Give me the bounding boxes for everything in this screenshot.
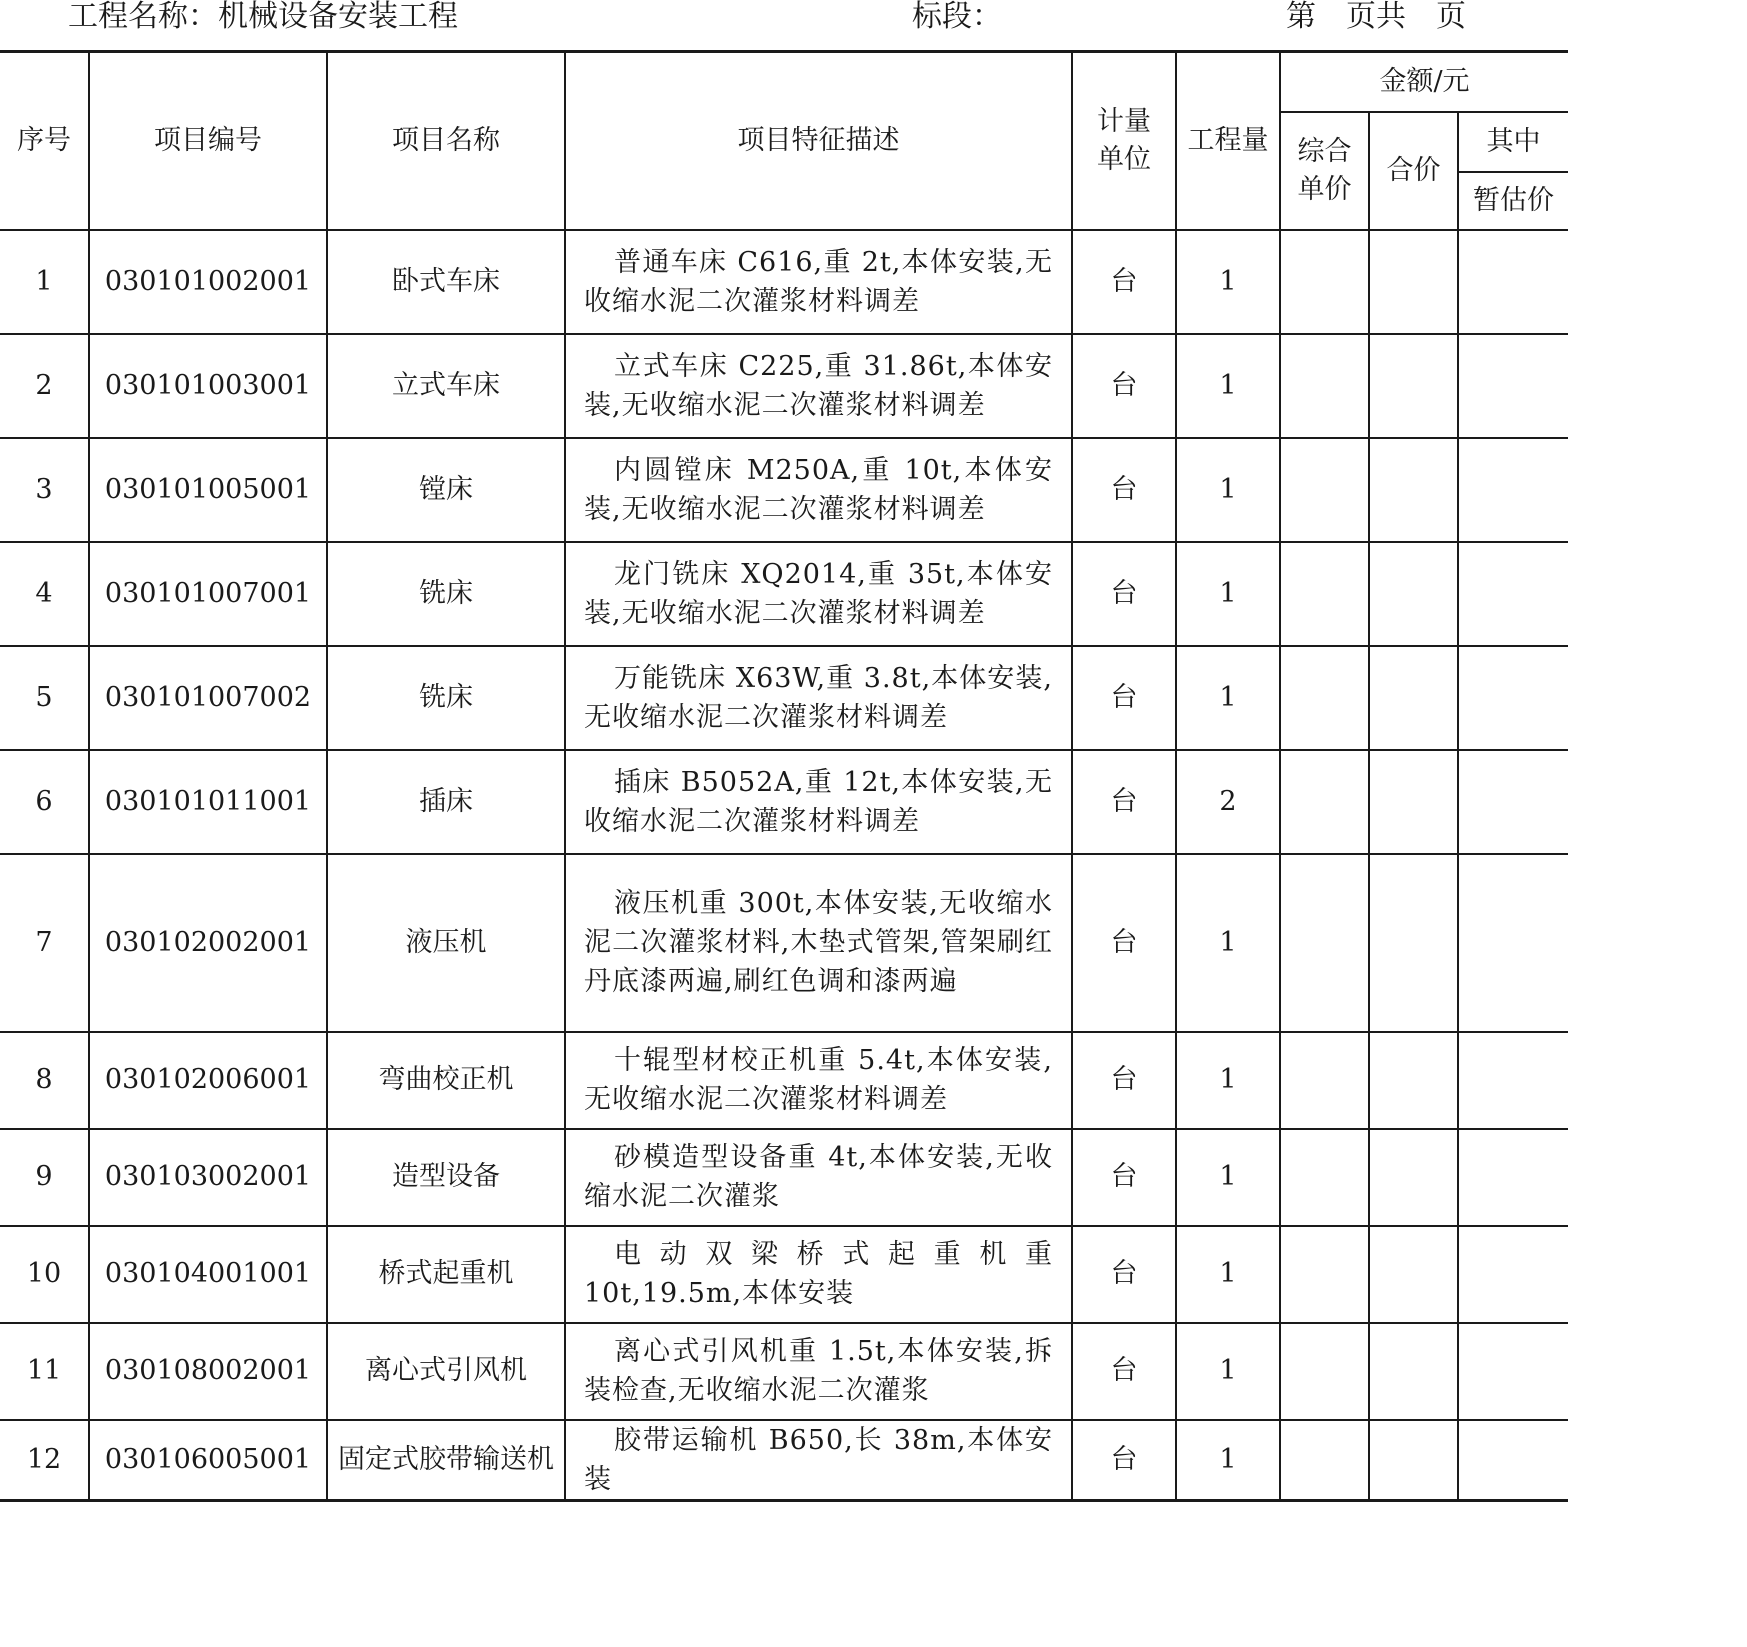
- row-total-price: [1369, 1226, 1458, 1323]
- description-text: 内圆镗床 M250A,重 10t,本体安装,无收缩水泥二次灌浆材料调差: [584, 454, 1053, 525]
- bill-of-quantities-table: [0, 50, 1568, 1502]
- table-row: [0, 438, 1568, 542]
- row-unit: 台: [1072, 334, 1176, 438]
- description-text: 万能铣床 X63W,重 3.8t,本体安装,无收缩水泥二次灌浆材料调差: [584, 662, 1053, 733]
- description-text: 立式车床 C225,重 31.86t,本体安装,无收缩水泥二次灌浆材料调差: [584, 350, 1053, 421]
- table-row: [0, 230, 1568, 334]
- row-provisional: [1458, 542, 1568, 646]
- col-header-code: 项目编号: [89, 52, 327, 230]
- row-quantity: 1: [1176, 1323, 1280, 1420]
- row-seq: 1: [0, 230, 89, 334]
- col-header-seq: 序号: [0, 52, 89, 230]
- row-total-price: [1369, 542, 1458, 646]
- col-header-name: 项目名称: [327, 52, 565, 230]
- row-total-price: [1369, 1129, 1458, 1226]
- row-description: [565, 438, 1072, 542]
- row-total-price: [1369, 438, 1458, 542]
- row-provisional: [1458, 750, 1568, 854]
- row-total-price: [1369, 334, 1458, 438]
- row-total-price: [1369, 854, 1458, 1032]
- table-row: [0, 646, 1568, 750]
- row-provisional: [1458, 1226, 1568, 1323]
- row-unit-price: [1280, 1226, 1369, 1323]
- description-text: 胶带运输机 B650,长 38m,本体安装: [584, 1424, 1053, 1495]
- row-provisional: [1458, 646, 1568, 750]
- project-name-label: 工程名称：机械设备安装工程: [68, 0, 458, 34]
- row-description: [565, 1226, 1072, 1323]
- row-unit-price: [1280, 854, 1369, 1032]
- row-name: 弯曲校正机: [327, 1032, 565, 1129]
- row-description: [565, 750, 1072, 854]
- table-row: [0, 750, 1568, 854]
- row-provisional: [1458, 1323, 1568, 1420]
- row-total-price: [1369, 646, 1458, 750]
- table-row: [0, 1420, 1568, 1501]
- row-unit-price: [1280, 542, 1369, 646]
- row-name: 镗床: [327, 438, 565, 542]
- row-name: 液压机: [327, 854, 565, 1032]
- row-description: [565, 1032, 1072, 1129]
- row-unit-price: [1280, 1420, 1369, 1501]
- row-description: [565, 854, 1072, 1032]
- table-row: [0, 854, 1568, 1032]
- row-unit-price: [1280, 750, 1369, 854]
- row-name: 插床: [327, 750, 565, 854]
- table-body: [0, 230, 1568, 1501]
- row-seq: 9: [0, 1129, 89, 1226]
- description-text: 砂模造型设备重 4t,本体安装,无收缩水泥二次灌浆: [584, 1142, 1053, 1212]
- row-unit: 台: [1072, 750, 1176, 854]
- col-header-of-which: 其中: [1458, 112, 1568, 172]
- row-code: 030101003001: [89, 334, 327, 438]
- table-row: [0, 334, 1568, 438]
- row-code: 030101007002: [89, 646, 327, 750]
- description-text: 电动双梁桥式起重机重 10t,19.5m,本体安装: [584, 1239, 1053, 1309]
- description-text: 离心式引风机重 1.5t,本体安装,拆装检查,无收缩水泥二次灌浆: [584, 1336, 1053, 1406]
- row-code: 030106005001: [89, 1420, 327, 1501]
- row-provisional: [1458, 230, 1568, 334]
- row-unit-price: [1280, 646, 1369, 750]
- row-seq: 8: [0, 1032, 89, 1129]
- row-total-price: [1369, 230, 1458, 334]
- col-header-quantity: 工程量: [1176, 52, 1280, 230]
- sheet-header: [0, 0, 1568, 50]
- row-seq: 6: [0, 750, 89, 854]
- description-text: 液压机重 300t,本体安装,无收缩水泥二次灌浆材料,木垫式管架,管架刷红丹底漆两遍,刷红色调和漆两遍: [584, 888, 1053, 997]
- row-unit: 台: [1072, 230, 1176, 334]
- row-code: 030102002001: [89, 854, 327, 1032]
- row-unit: 台: [1072, 1323, 1176, 1420]
- row-provisional: [1458, 1129, 1568, 1226]
- row-code: 030101007001: [89, 542, 327, 646]
- row-description: [565, 1323, 1072, 1420]
- table-row: [0, 1323, 1568, 1420]
- row-unit: 台: [1072, 542, 1176, 646]
- col-header-total-price: 合价: [1369, 112, 1458, 230]
- row-unit: 台: [1072, 1129, 1176, 1226]
- row-total-price: [1369, 750, 1458, 854]
- col-header-description: 项目特征描述: [565, 52, 1072, 230]
- row-unit-price: [1280, 438, 1369, 542]
- row-name: 卧式车床: [327, 230, 565, 334]
- row-unit: 台: [1072, 1420, 1176, 1501]
- row-description: [565, 542, 1072, 646]
- row-quantity: 1: [1176, 334, 1280, 438]
- col-header-unit-price: 综合单价: [1280, 112, 1369, 230]
- row-code: 030104001001: [89, 1226, 327, 1323]
- row-name: 立式车床: [327, 334, 565, 438]
- row-total-price: [1369, 1323, 1458, 1420]
- row-quantity: 1: [1176, 1032, 1280, 1129]
- row-seq: 3: [0, 438, 89, 542]
- table-row: [0, 1032, 1568, 1129]
- row-quantity: 1: [1176, 438, 1280, 542]
- row-description: [565, 334, 1072, 438]
- row-quantity: 1: [1176, 646, 1280, 750]
- col-header-unit: 计量单位: [1072, 52, 1176, 230]
- row-description: [565, 1129, 1072, 1226]
- row-quantity: 1: [1176, 230, 1280, 334]
- row-seq: 2: [0, 334, 89, 438]
- col-header-provisional: 暂估价: [1458, 172, 1568, 230]
- row-code: 030101002001: [89, 230, 327, 334]
- row-name: 造型设备: [327, 1129, 565, 1226]
- row-description: [565, 1420, 1072, 1501]
- row-quantity: 1: [1176, 1420, 1280, 1501]
- row-quantity: 2: [1176, 750, 1280, 854]
- row-unit: 台: [1072, 854, 1176, 1032]
- row-unit: 台: [1072, 438, 1176, 542]
- row-unit-price: [1280, 1129, 1369, 1226]
- row-total-price: [1369, 1420, 1458, 1501]
- row-unit: 台: [1072, 646, 1176, 750]
- row-description: [565, 646, 1072, 750]
- row-name: 铣床: [327, 646, 565, 750]
- description-text: 龙门铣床 XQ2014,重 35t,本体安装,无收缩水泥二次灌浆材料调差: [584, 558, 1053, 629]
- page-number-label: 第 页共 页: [1286, 0, 1466, 34]
- row-code: 030102006001: [89, 1032, 327, 1129]
- row-code: 030101011001: [89, 750, 327, 854]
- row-unit-price: [1280, 334, 1369, 438]
- row-total-price: [1369, 1032, 1458, 1129]
- row-name: 离心式引风机: [327, 1323, 565, 1420]
- row-seq: 11: [0, 1323, 89, 1420]
- description-text: 普通车床 C616,重 2t,本体安装,无收缩水泥二次灌浆材料调差: [584, 246, 1053, 317]
- table-row: [0, 1129, 1568, 1226]
- row-unit: 台: [1072, 1032, 1176, 1129]
- row-seq: 12: [0, 1420, 89, 1501]
- table-row: [0, 1226, 1568, 1323]
- row-name: 桥式起重机: [327, 1226, 565, 1323]
- row-name: 铣床: [327, 542, 565, 646]
- row-code: 030101005001: [89, 438, 327, 542]
- row-provisional: [1458, 1420, 1568, 1501]
- row-seq: 5: [0, 646, 89, 750]
- row-provisional: [1458, 334, 1568, 438]
- row-quantity: 1: [1176, 854, 1280, 1032]
- row-unit: 台: [1072, 1226, 1176, 1323]
- row-name: 固定式胶带输送机: [327, 1420, 565, 1501]
- row-seq: 7: [0, 854, 89, 1032]
- row-provisional: [1458, 1032, 1568, 1129]
- row-unit-price: [1280, 230, 1369, 334]
- row-unit-price: [1280, 1323, 1369, 1420]
- row-description: [565, 230, 1072, 334]
- row-code: 030103002001: [89, 1129, 327, 1226]
- row-provisional: [1458, 438, 1568, 542]
- description-text: 插床 B5052A,重 12t,本体安装,无收缩水泥二次灌浆材料调差: [584, 766, 1053, 837]
- table-row: [0, 542, 1568, 646]
- col-header-amount-group: 金额/元: [1280, 52, 1568, 112]
- row-code: 030108002001: [89, 1323, 327, 1420]
- row-provisional: [1458, 854, 1568, 1032]
- description-text: 十辊型材校正机重 5.4t,本体安装,无收缩水泥二次灌浆材料调差: [584, 1045, 1053, 1115]
- row-unit-price: [1280, 1032, 1369, 1129]
- section-label: 标段：: [912, 0, 1002, 34]
- row-quantity: 1: [1176, 542, 1280, 646]
- row-seq: 4: [0, 542, 89, 646]
- row-quantity: 1: [1176, 1129, 1280, 1226]
- row-quantity: 1: [1176, 1226, 1280, 1323]
- row-seq: 10: [0, 1226, 89, 1323]
